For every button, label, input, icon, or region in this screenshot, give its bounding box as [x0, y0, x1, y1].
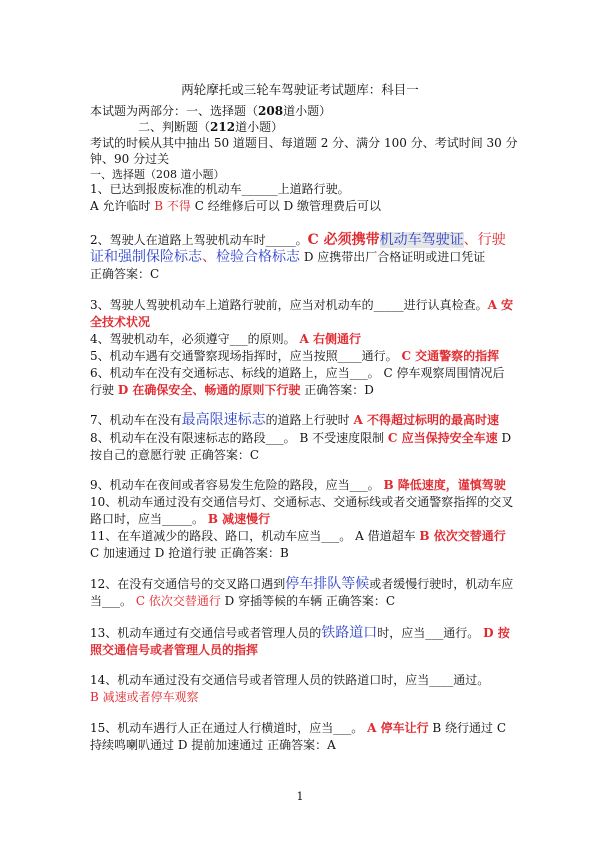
- question-8-line-2: 按自己的意愿行驶 正确答案：C: [90, 448, 259, 462]
- question-1-options: A 允许临时 B 不得 C 经维修后可以 D 缴管理费后可以: [90, 199, 381, 213]
- question-2-answer: 正确答案：C: [90, 267, 160, 281]
- intro-line-1: 本试题为两部分：一、选择题（208道小题）: [90, 104, 332, 118]
- question-7: 7、机动车在没有最高限速标志的道路上行驶时 A 不得超过标明的最高时速: [90, 412, 499, 428]
- question-12-line-2: 当___。 C 依次交替通行 D 穿插等候的车辆 正确答案：C: [90, 594, 396, 608]
- question-3: 3、驾驶人驾驶机动车上道路行驶前，应当对机动车的_____进行认真检查。A 安: [90, 298, 514, 312]
- question-10: 10、机动车通过没有交通信号灯、交通标志、交通标线或者交通警察指挥的交叉: [90, 495, 514, 509]
- question-15-line-2: 持续鸣喇叭通过 D 提前加速通过 正确答案：A: [90, 738, 336, 752]
- question-6-line-2: 行驶 D 在确保安全、畅通的原则下行驶 正确答案：D: [90, 383, 374, 397]
- question-8: 8、机动车在没有限速标志的路段___。 B 不受速度限制 C 应当保持安全车速 D: [90, 431, 512, 445]
- question-5: 5、机动车遇有交通警察现场指挥时，应当按照____通行。 C 交通警察的指挥: [90, 349, 500, 363]
- question-3-line-2: 全技术状况: [90, 315, 151, 329]
- question-12: 12、在没有交通信号的交叉路口遇到停车排队等候或者缓慢行驶时，机动车应: [90, 576, 514, 592]
- question-2: 2、驾驶人在道路上驾驶机动车时_____。C 必须携带机动车驾驶证、行驶: [90, 232, 506, 248]
- intro-line-4: 钟、90 分过关: [90, 152, 170, 166]
- question-14: 14、机动车通过没有交通信号或者管理人员的铁路道口时，应当____通过。: [90, 673, 490, 687]
- page-number: 1: [296, 790, 304, 803]
- question-2-line-2: 证和强制保险标志、检验合格标志 D 应携带出厂合格证明或进口凭证: [90, 249, 486, 265]
- question-15: 15、机动车遇行人正在通过人行横道时，应当___。 A 停车让行 B 绕行通过 C: [90, 721, 507, 735]
- section-heading: 一、选择题（208 道小题）: [90, 168, 225, 181]
- question-13-line-2: 照交通信号或者管理人员的指挥: [90, 643, 259, 657]
- question-13: 13、机动车通过有交通信号或者管理人员的铁路道口时，应当___通行。 D 按: [90, 625, 510, 641]
- intro-line-2: 二、判断题（212道小题）: [138, 120, 284, 134]
- question-9: 9、机动车在夜间或者容易发生危险的路段，应当___。 B 降低速度，谨慎驾驶: [90, 478, 506, 492]
- intro-line-3: 考试的时候从其中抽出 50 道题目、每道题 2 分、满分 100 分、考试时间 30 分: [90, 136, 518, 150]
- question-10-line-2: 路口时，应当_____。 B 减速慢行: [90, 512, 271, 526]
- question-4: 4、驾驶机动车，必须遵守___的原则。 A 右侧通行: [90, 332, 361, 346]
- page-title: 两轮摩托或三轮车驾驶证考试题库：科目一: [181, 82, 419, 97]
- question-1: 1、已达到报废标准的机动车______上道路行驶。: [90, 182, 350, 196]
- question-6: 6、机动车在没有交通标志、标线的道路上，应当___。 C 停车观察周围情况后: [90, 366, 505, 380]
- question-14-line-2: B 减速或者停车观察: [90, 690, 199, 704]
- question-11-line-2: C 加速通过 D 抢道行驶 正确答案：B: [90, 546, 289, 560]
- question-11: 11、在车道减少的路段、路口，机动车应当___。 A 借道超车 B 依次交替通行: [90, 529, 506, 543]
